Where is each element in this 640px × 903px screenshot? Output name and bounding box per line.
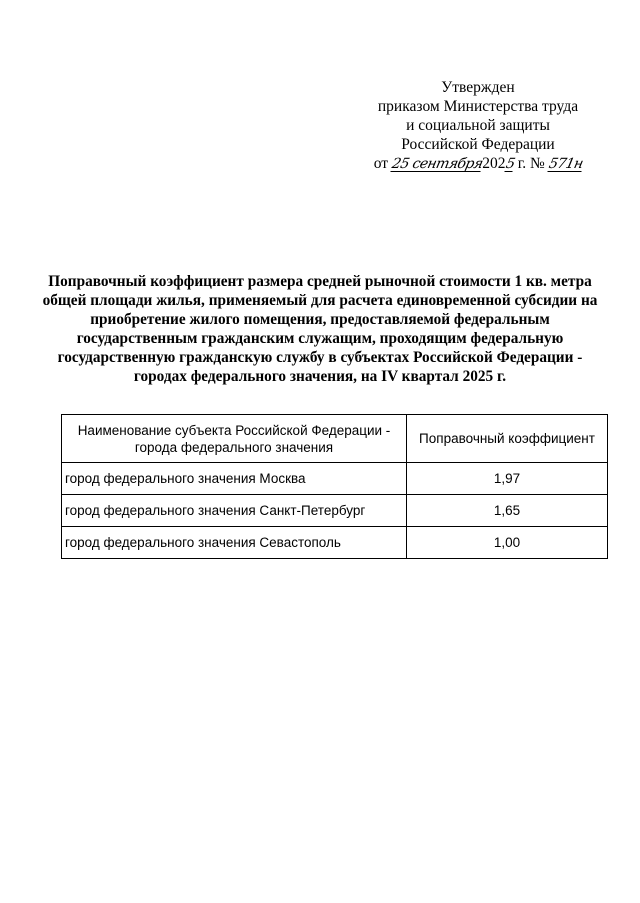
date-prefix: от	[373, 155, 389, 172]
table-header-row	[62, 415, 608, 463]
subject-cell: город федерального значения Севастополь	[62, 527, 407, 559]
approval-line: Утвержден	[441, 79, 515, 96]
title-line: государственным гражданским служащим, проходящим федеральную	[76, 330, 564, 347]
coefficient-cell: 1,97	[407, 463, 608, 495]
table-row	[62, 527, 608, 559]
subject-cell: город федерального значения Санкт-Петербург	[62, 495, 407, 527]
title-line: Поправочный коэффициент размера средней рыночной стоимости 1 кв. метра	[48, 273, 592, 290]
approval-block	[358, 78, 598, 173]
approval-date-line	[358, 154, 598, 173]
handwritten-order-number: 571н	[547, 156, 585, 172]
year-prefix: 202	[482, 155, 506, 172]
year-suffix: г. №	[517, 155, 545, 172]
title-line: государственную гражданскую службу в субъектах Российской Федерации -	[57, 349, 583, 366]
table-row	[62, 495, 608, 527]
title-line: приобретение жилого помещения, предоставляемой федеральным	[90, 311, 550, 328]
coefficient-cell: 1,65	[407, 495, 608, 527]
subject-cell: город федерального значения Москва	[62, 463, 407, 495]
handwritten-date: 25 сентября	[390, 156, 485, 172]
coefficient-table	[61, 414, 608, 559]
header-coefficient: Поправочный коэффициент	[407, 415, 608, 463]
document-title	[40, 272, 600, 386]
header-subject: Наименование субъекта Российской Федерации - города федерального значения	[62, 415, 407, 463]
title-line: городах федерального значения, на IV квартал 2025 г.	[133, 368, 507, 385]
approval-line: приказом Министерства труда	[377, 98, 579, 115]
title-line: общей площади жилья, применяемый для расчета единовременной субсидии на	[42, 292, 598, 309]
approval-line: и социальной защиты	[406, 117, 550, 134]
approval-line: Российской Федерации	[401, 136, 555, 153]
table-row	[62, 463, 608, 495]
handwritten-year: 5	[503, 156, 516, 172]
coefficient-cell: 1,00	[407, 527, 608, 559]
